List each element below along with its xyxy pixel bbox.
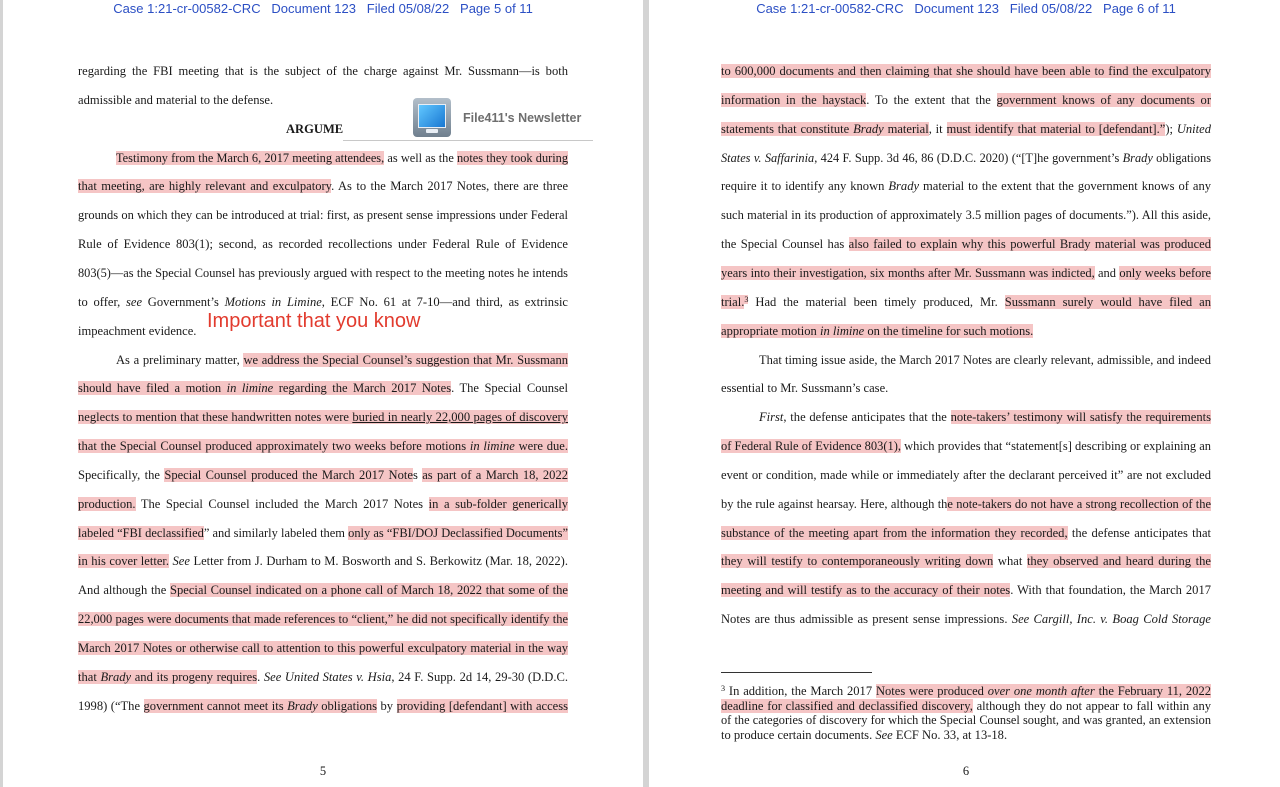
text-column (721, 0, 1211, 787)
highlighted-text: they will testify to contemporaneously writing down (721, 554, 994, 569)
text-run: Motions in Limine (224, 294, 322, 309)
text-run: , it (928, 121, 947, 136)
text-run: See (875, 727, 893, 742)
text-line (78, 669, 568, 685)
highlighted-text: buried in nearly 22,000 pages of discovery (352, 410, 568, 425)
text-line (721, 467, 1211, 483)
text-run: admissible and material to the defense. (78, 92, 274, 107)
text-run: to offer, (78, 294, 127, 309)
text-run: In addition, the March 2017 (725, 684, 876, 698)
text-run: United (1176, 121, 1211, 136)
text-run: The Special Counsel included the March 2017 Notes (135, 496, 429, 511)
text-run: , ECF No. 61 at 7-10—and third, as extrinsic (321, 294, 569, 309)
page-number: 6 (962, 764, 970, 778)
text-run: by (377, 698, 397, 713)
text-run: the defense anticipates that (1067, 525, 1211, 540)
text-line (78, 236, 568, 252)
text-line (78, 698, 568, 714)
text-line (78, 178, 568, 194)
text-run: of the categories of discovery for which the Special Counsel sought, and was granted, an extension (721, 713, 1211, 728)
footnote-separator (721, 672, 872, 673)
text-run: ECF No. 33, at 13-18. (892, 727, 1008, 742)
text-line (78, 438, 568, 454)
highlighted-text: only weeks before (1119, 265, 1211, 280)
text-line (78, 496, 568, 512)
highlighted-text: of Federal Rule of Evidence 803(1), (721, 439, 901, 454)
text-run: See United States v. Hsia (263, 669, 392, 684)
highlighted-text: Brady (853, 121, 884, 136)
text-line (78, 207, 568, 223)
text-run: Brady (888, 179, 920, 194)
footnote-reference: 3 (744, 294, 749, 304)
text-run: and (1094, 265, 1120, 280)
highlighted-text: Testimony from the March 6, 2017 meeting attendees, (116, 150, 385, 165)
logo-screen (418, 104, 446, 128)
text-run: , 424 F. Supp. 3d 46, 86 (D.D.C. 2020) (“[T]he government’s (814, 150, 1123, 165)
highlighted-text: the February 11, 2022 (1094, 684, 1211, 698)
text-line (721, 553, 1211, 569)
text-run: what (993, 554, 1027, 569)
highlighted-text: government cannot meet its (143, 698, 288, 713)
text-run: which provides that “statement[s] describing or explaining an (900, 439, 1211, 454)
text-line (721, 121, 1211, 137)
highlighted-text: must identify that material to [defendant].” (946, 121, 1166, 136)
highlighted-text: that the Special Counsel produced approximately two weeks before motions (78, 439, 470, 454)
highlighted-text: labeled “FBI declassified (78, 525, 204, 540)
highlighted-text: in a sub-folder generically (428, 496, 568, 511)
highlighted-text: to 600,000 documents and then claiming that she should have been able to find the exculpatory (721, 64, 1211, 78)
highlighted-text: Sussmann surely would have filed an (1004, 294, 1211, 309)
highlighted-text: production. (78, 496, 136, 511)
text-line (78, 525, 568, 541)
highlighted-text: neglects to mention that these handwritten notes were (78, 410, 353, 425)
text-run: . To the extent that the (866, 92, 997, 107)
highlighted-text: that (78, 669, 101, 684)
text-line (721, 438, 1211, 454)
highlighted-text: should have filed a motion (78, 381, 227, 396)
text-run: . With that foundation, the March 2017 (1010, 583, 1211, 598)
highlighted-text: as part of a March 18, 2022 (422, 467, 568, 482)
text-line (78, 467, 568, 483)
text-line (116, 352, 568, 368)
annotation-note: Important that you know (207, 310, 421, 332)
text-run: As a preliminary matter, (116, 352, 244, 367)
text-run: Rule of Evidence 803(1); second, as recorded recollections under Federal Rule of Evidence (78, 237, 568, 252)
text-run: That timing issue aside, the March 2017 Notes are clearly relevant, admissible, and indeed (759, 352, 1211, 367)
text-line (78, 582, 568, 598)
highlighted-text: information in the haystack (721, 92, 867, 107)
highlighted-text: appropriate motion (721, 323, 820, 338)
text-run: grounds on which they can be introduced at trial: first, as present sense impressions under Federal (78, 208, 568, 223)
highlighted-text: 22,000 pages were documents that made references to “client,” he did not specifically identify the (78, 612, 568, 627)
text-run: . The Special Counsel (451, 381, 568, 396)
text-run: material to the extent that the government knows of any (919, 179, 1211, 194)
text-line (759, 409, 1211, 425)
text-line (78, 553, 568, 569)
text-line (78, 294, 568, 310)
highlighted-text: March 2017 Notes or otherwise call to attention to this powerful exculpatory material in the way (78, 641, 568, 655)
text-run: ARGUME (286, 121, 344, 136)
highlighted-text: trial. (721, 294, 745, 309)
text-run: . (257, 669, 264, 684)
highlighted-text: we address the Special Counsel’s suggestion that Mr. Sussmann (243, 352, 569, 367)
text-run: see (126, 294, 143, 309)
highlighted-text: in limine (469, 439, 515, 454)
text-run: s (412, 467, 423, 482)
highlighted-text: that meeting, are highly relevant and exculpatory (78, 179, 332, 194)
footnote-line (721, 684, 1211, 698)
text-line (721, 63, 1211, 79)
highlighted-text: note-takers’ testimony will satisfy the requirements (950, 410, 1211, 425)
highlighted-text: were due. (514, 439, 569, 454)
highlighted-text: in limine (226, 381, 274, 396)
text-run: 803(5)—as the Special Counsel has previously argued with respect to the meeting notes he intends (78, 265, 568, 280)
text-line (721, 582, 1211, 598)
text-run: 1998) (“The (78, 698, 144, 713)
page-number: 5 (319, 764, 327, 778)
text-run: such material in its production of approximately 3.5 million pages of documents.”). All this aside, (721, 208, 1211, 223)
highlighted-text: meeting and will testify as to the accuracy of their notes (721, 583, 1011, 598)
highlighted-text: over one month after (987, 684, 1095, 698)
text-line (721, 236, 1211, 252)
text-run: to produce certain documents. (721, 727, 876, 742)
highlighted-text: e note-takers do not have a strong recollection of the (947, 496, 1212, 511)
highlighted-text: regarding the March 2017 Notes (273, 381, 452, 396)
text-run: essential to Mr. Sussmann’s case. (721, 381, 889, 396)
text-line (721, 150, 1211, 166)
text-run: although they do not appear to fall within any (972, 698, 1211, 713)
footnote-line (721, 713, 1211, 727)
section-heading (286, 121, 343, 137)
text-run: ); (1165, 121, 1177, 136)
highlighted-text: deadline for classified and declassified discovery, (721, 698, 973, 713)
text-run: , 24 F. Supp. 2d 14, 29-30 (D.D.C. (391, 669, 569, 684)
highlighted-text: Notes were produced (875, 684, 988, 698)
highlighted-text: government knows of any documents or (996, 92, 1211, 107)
highlighted-text: material (883, 121, 929, 136)
highlighted-text: also failed to explain why this powerful Brady material was produced (848, 237, 1211, 252)
footnote-line (721, 699, 1211, 713)
highlighted-text: substance of the meeting apart from the information they recorded, (721, 525, 1068, 540)
text-run: First (759, 410, 784, 425)
text-run: require it to identify any known (721, 179, 889, 194)
document-page-5 (3, 0, 643, 787)
text-run: Brady (1122, 150, 1153, 165)
highlighted-text: Special Counsel produced the March 2017 Note (164, 467, 413, 482)
highlighted-text: Brady (100, 669, 132, 684)
text-run: Letter from J. Durham to M. Bosworth and S. Berkowitz (Mar. 18, 2022). (189, 554, 568, 569)
highlighted-text: Special Counsel indicated on a phone call of March 18, 2022 that some of the (170, 583, 568, 598)
text-line (721, 294, 1211, 310)
text-run: regarding the FBI meeting that is the subject of the charge against Mr. Sussmann—is both (78, 64, 568, 78)
text-run: And although the (78, 583, 170, 598)
text-line (721, 178, 1211, 194)
text-run: Specifically, the (78, 467, 165, 482)
text-run: . As to the March 2017 Notes, there are three (331, 179, 569, 194)
text-line (78, 409, 568, 425)
text-line (78, 63, 568, 79)
text-run: obligations (1152, 150, 1212, 165)
text-run: event or condition, made while or immediately after the declarant perceived it” are not excluded (721, 467, 1211, 482)
text-line (116, 150, 568, 166)
page-header-stamp: Case 1:21-cr-00582-CRC Document 123 Filed 05/08/22 Page 5 of 11 (113, 1, 533, 16)
highlighted-text: they observed and heard during the (1026, 554, 1211, 569)
logo-stand (426, 129, 438, 133)
footnote-reference: 3 (721, 683, 726, 693)
highlighted-text: in his cover letter. (78, 554, 170, 569)
text-run: the Special Counsel has (721, 237, 849, 252)
newsletter-name: File411's Newsletter (463, 111, 582, 125)
text-run: Government’s (142, 294, 225, 309)
text-line (721, 496, 1211, 512)
highlighted-text: Brady (287, 698, 318, 713)
text-run: Had the material been timely produced, Mr. (748, 294, 1005, 309)
highlighted-text: in limine (819, 323, 865, 338)
text-run: as well as the (384, 150, 457, 165)
newsletter-logo-icon (413, 98, 451, 137)
text-line (721, 265, 1211, 281)
highlighted-text: only as “FBI/DOJ Declassified Documents” (348, 525, 568, 540)
text-line (721, 525, 1211, 541)
highlighted-text: obligations (317, 698, 378, 713)
text-run: , the defense anticipates that the (783, 410, 951, 425)
document-page-6 (649, 0, 1280, 787)
text-line (78, 380, 568, 396)
text-line (721, 207, 1211, 223)
text-run: Notes are thus admissible as present sense impressions. (721, 612, 1012, 627)
highlighted-text: notes they took during (456, 150, 568, 165)
text-line (78, 640, 568, 656)
text-run: States v. Saffarinia (721, 150, 815, 165)
highlighted-text: on the timeline for such motions. (864, 323, 1034, 338)
highlighted-text: providing [defendant] with access (396, 698, 568, 713)
newsletter-watermark (343, 97, 593, 141)
text-line (78, 611, 568, 627)
text-line (721, 380, 1211, 396)
text-line (759, 352, 1211, 368)
text-line (721, 611, 1211, 627)
text-run: by the rule against hearsay. Here, although th (721, 496, 948, 511)
text-run: impeachment evidence. (78, 323, 197, 338)
page-header-stamp: Case 1:21-cr-00582-CRC Document 123 Filed 05/08/22 Page 6 of 11 (756, 1, 1176, 16)
text-line (721, 323, 1211, 339)
text-run: See (169, 554, 190, 569)
text-line (78, 265, 568, 281)
footnote-line (721, 728, 1211, 742)
text-run: ” and similarly labeled them (203, 525, 349, 540)
text-line (721, 92, 1211, 108)
highlighted-text: and its progeny requires (131, 669, 258, 684)
highlighted-text: statements that constitute (721, 121, 854, 136)
highlighted-text: years into their investigation, six months after Mr. Sussmann was indicted, (721, 265, 1095, 280)
text-run: See Cargill, Inc. v. Boag Cold Storage (1011, 612, 1211, 627)
